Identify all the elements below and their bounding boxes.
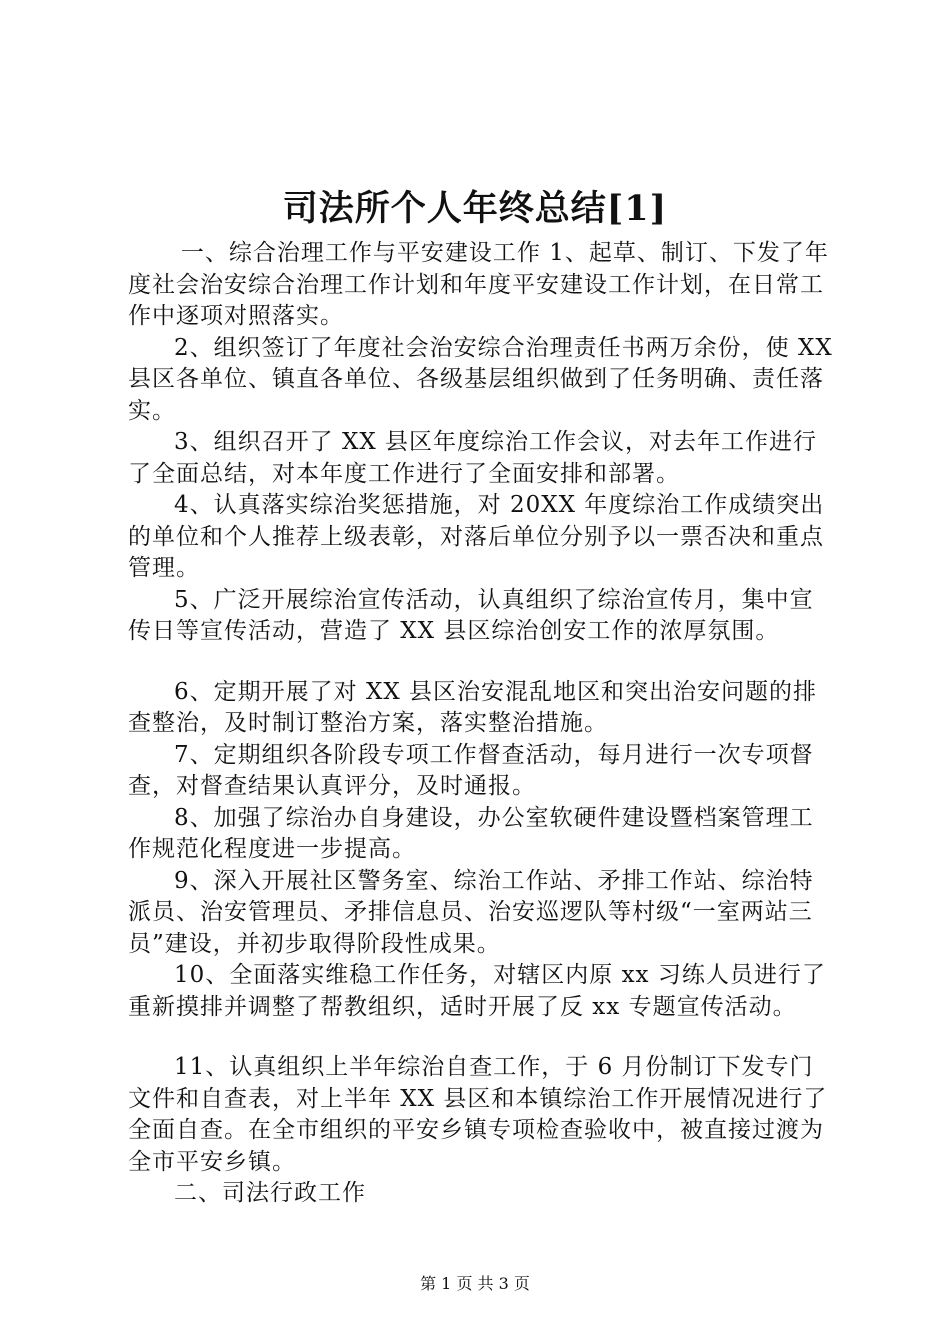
paragraph-7: 7、定期组织各阶段专项工作督查活动，每月进行一次专项督查，对督查结果认真评分，及时通报。 <box>128 741 814 799</box>
paragraph-9: 9、深入开展社区警务室、综治工作站、矛排工作站、综治特派员、治安管理员、矛排信息员、治安巡逻队等村级“一室两站三员”建设，并初步取得阶段性成果。 <box>128 867 814 957</box>
paragraph-3: 3、组织召开了 XX 县区年度综治工作会议，对去年工作进行了全面总结，对本年度工作进行了全面安排和部署。 <box>128 429 818 487</box>
paragraph-5: 5、广泛开展综治宣传活动，认真组织了综治宣传月，集中宣传日等宣传活动，营造了 XX 县区综治创安工作的浓厚氛围。 <box>128 586 814 644</box>
paragraph-4: 4、认真落实综治奖惩措施，对 20XX 年度综治工作成绩突出的单位和个人推荐上级表彰，对落后单位分别予以一票否决和重点管理。 <box>128 492 825 581</box>
paragraph-1: 一、综合治理工作与平安建设工作 1、起草、制订、下发了年度社会治安综合治理工作计划和年度平安建设工作计划，在日常工作中逐项对照落实。 <box>128 240 829 329</box>
paragraph-2: 2、组织签订了年度社会治安综合治理责任书两万余份，使 XX 县区各单位、镇直各单位、各级基层组织做到了任务明确、责任落实。 <box>128 334 833 424</box>
document-body <box>128 238 836 1210</box>
paragraph-8: 8、加强了综治办自身建设，办公室软硬件建设暨档案管理工作规范化程度进一步提高。 <box>128 804 814 862</box>
section-heading: 二、司法行政工作 <box>174 1180 366 1206</box>
paragraph-6: 6、定期开展了对 XX 县区治安混乱地区和突出治安问题的排查整治，及时制订整治方案，落实整治措施。 <box>128 678 818 736</box>
page-footer: 第 1 页 共 3 页 <box>420 1274 530 1293</box>
paragraph-11: 11、认真组织上半年综治自查工作，于 6 月份制订下发专门文件和自查表，对上半年 XX 县区和本镇综治工作开展情况进行了全面自查。在全市组织的平安乡镇专项检查验收中，被直接过渡为全市平安乡镇。 <box>128 1054 828 1175</box>
document-title: 司法所个人年终总结[1] <box>282 188 668 229</box>
paragraph-10: 10、全面落实维稳工作任务，对辖区内原 xx 习练人员进行了重新摸排并调整了帮教组织，适时开展了反 xx 专题宣传活动。 <box>128 962 826 1020</box>
